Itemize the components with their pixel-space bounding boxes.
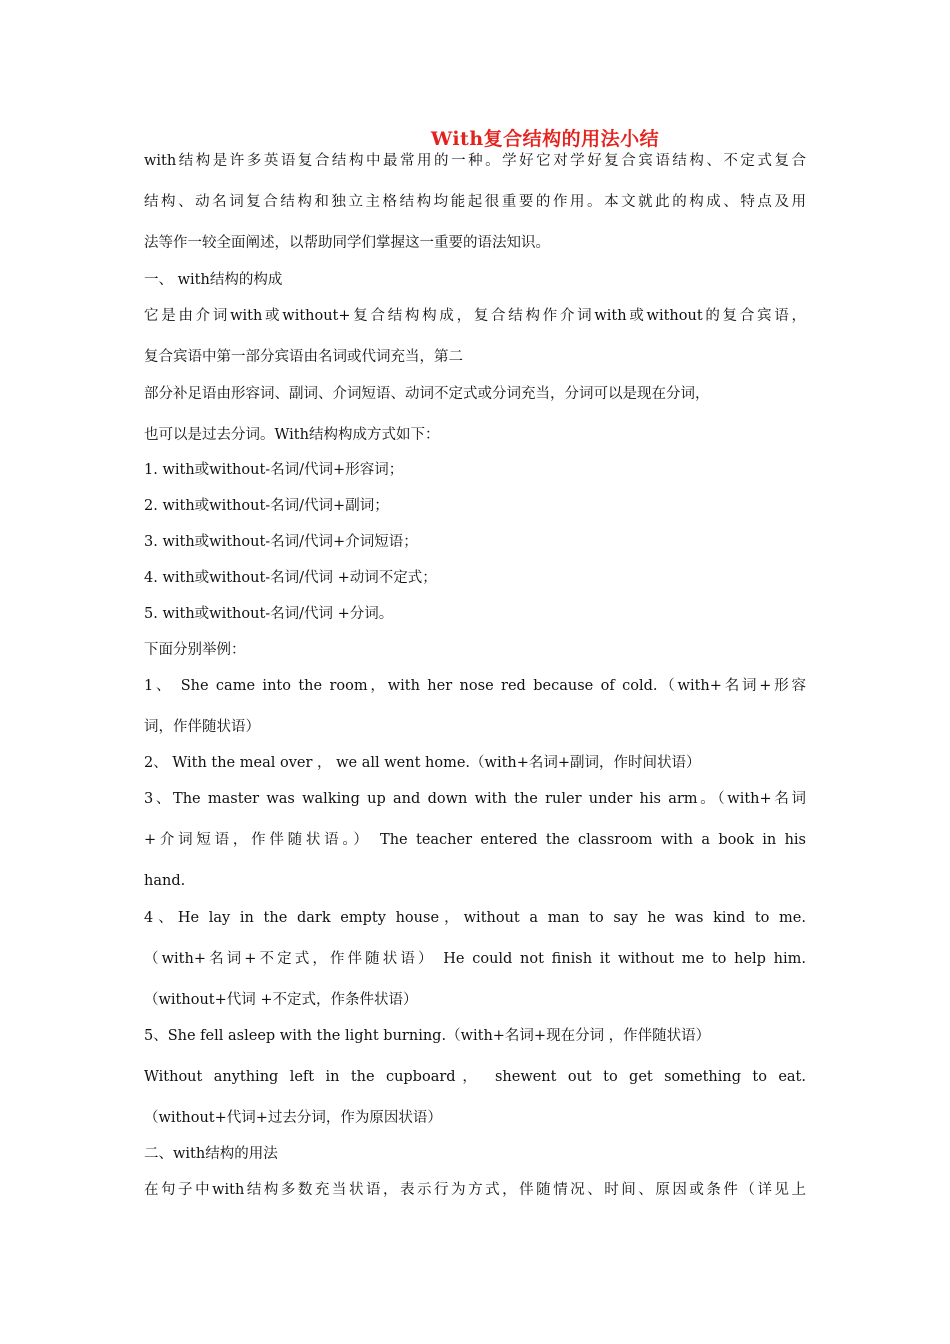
list-item: 5. with或without-名词/代词 +分词。	[144, 606, 394, 622]
list-item: 3. with或without-名词/代词+介词短语；	[144, 534, 418, 550]
paragraph-line: with结构是许多英语复合结构中最常用的一种。学好它对学好复合宾语结构、不定式复合	[144, 153, 806, 169]
paragraph-line: 结构、动名词复合结构和独立主格结构均能起很重要的作用。本文就此的构成、特点及用	[144, 194, 806, 210]
example-line: Without anything left in the cupboard， shewent out to get something to eat.	[144, 1069, 806, 1085]
list-item: 2. with或without-名词/代词+副词；	[144, 498, 389, 514]
list-item: 4. with或without-名词/代词 +动词不定式；	[144, 570, 437, 586]
section-heading: 一、 with结构的构成	[144, 272, 283, 288]
list-item: 1. with或without-名词/代词+形容词；	[144, 462, 404, 478]
paragraph-line: 法等作一较全面阐述，以帮助同学们掌握这一重要的语法知识。	[144, 235, 550, 251]
example-line: （with+名词+不定式，作伴随状语） He could not finish it without me to help him.	[144, 951, 806, 967]
example-line: hand.	[144, 873, 186, 889]
paragraph-line: 部分补足语由形容词、副词、介词短语、动词不定式或分词充当，分词可以是现在分词，	[144, 386, 710, 402]
document-title: With复合结构的用法小结	[430, 128, 660, 150]
paragraph-line: 下面分别举例：	[144, 642, 246, 658]
section-heading: 二、with结构的用法	[144, 1146, 278, 1162]
example-line: 3、The master was walking up and down with the ruler under his arm。（with+名词	[144, 791, 806, 807]
paragraph-line: 也可以是过去分词。With结构构成方式如下：	[144, 427, 440, 443]
paragraph-line: 复合宾语中第一部分宾语由名词或代词充当，第二	[144, 349, 463, 365]
example-line: 词，作伴随状语）	[144, 719, 260, 735]
paragraph-line: 它是由介词with或without+复合结构构成，复合结构作介词with或without的复合宾语，	[144, 308, 806, 324]
example-line: 2、 With the meal over ， we all went home.（with+名词+副词，作时间状语）	[144, 755, 701, 771]
example-line: 4、He lay in the dark empty house，without a man to say he was kind to me.	[144, 910, 806, 926]
example-line: 1、 She came into the room，with her nose red because of cold.（with+名词+形容	[144, 678, 806, 694]
paragraph-line: 在句子中with结构多数充当状语，表示行为方式，伴随情况、时间、原因或条件（详见上	[144, 1182, 806, 1198]
example-line: （without+代词+过去分词，作为原因状语）	[144, 1110, 442, 1126]
example-line: （without+代词 +不定式，作条件状语）	[144, 992, 418, 1008]
example-line: +介词短语，作伴随状语。） The teacher entered the classroom with a book in his	[144, 832, 806, 848]
example-line: 5、She fell asleep with the light burning.（with+名词+现在分词 ，作伴随状语）	[144, 1028, 711, 1044]
